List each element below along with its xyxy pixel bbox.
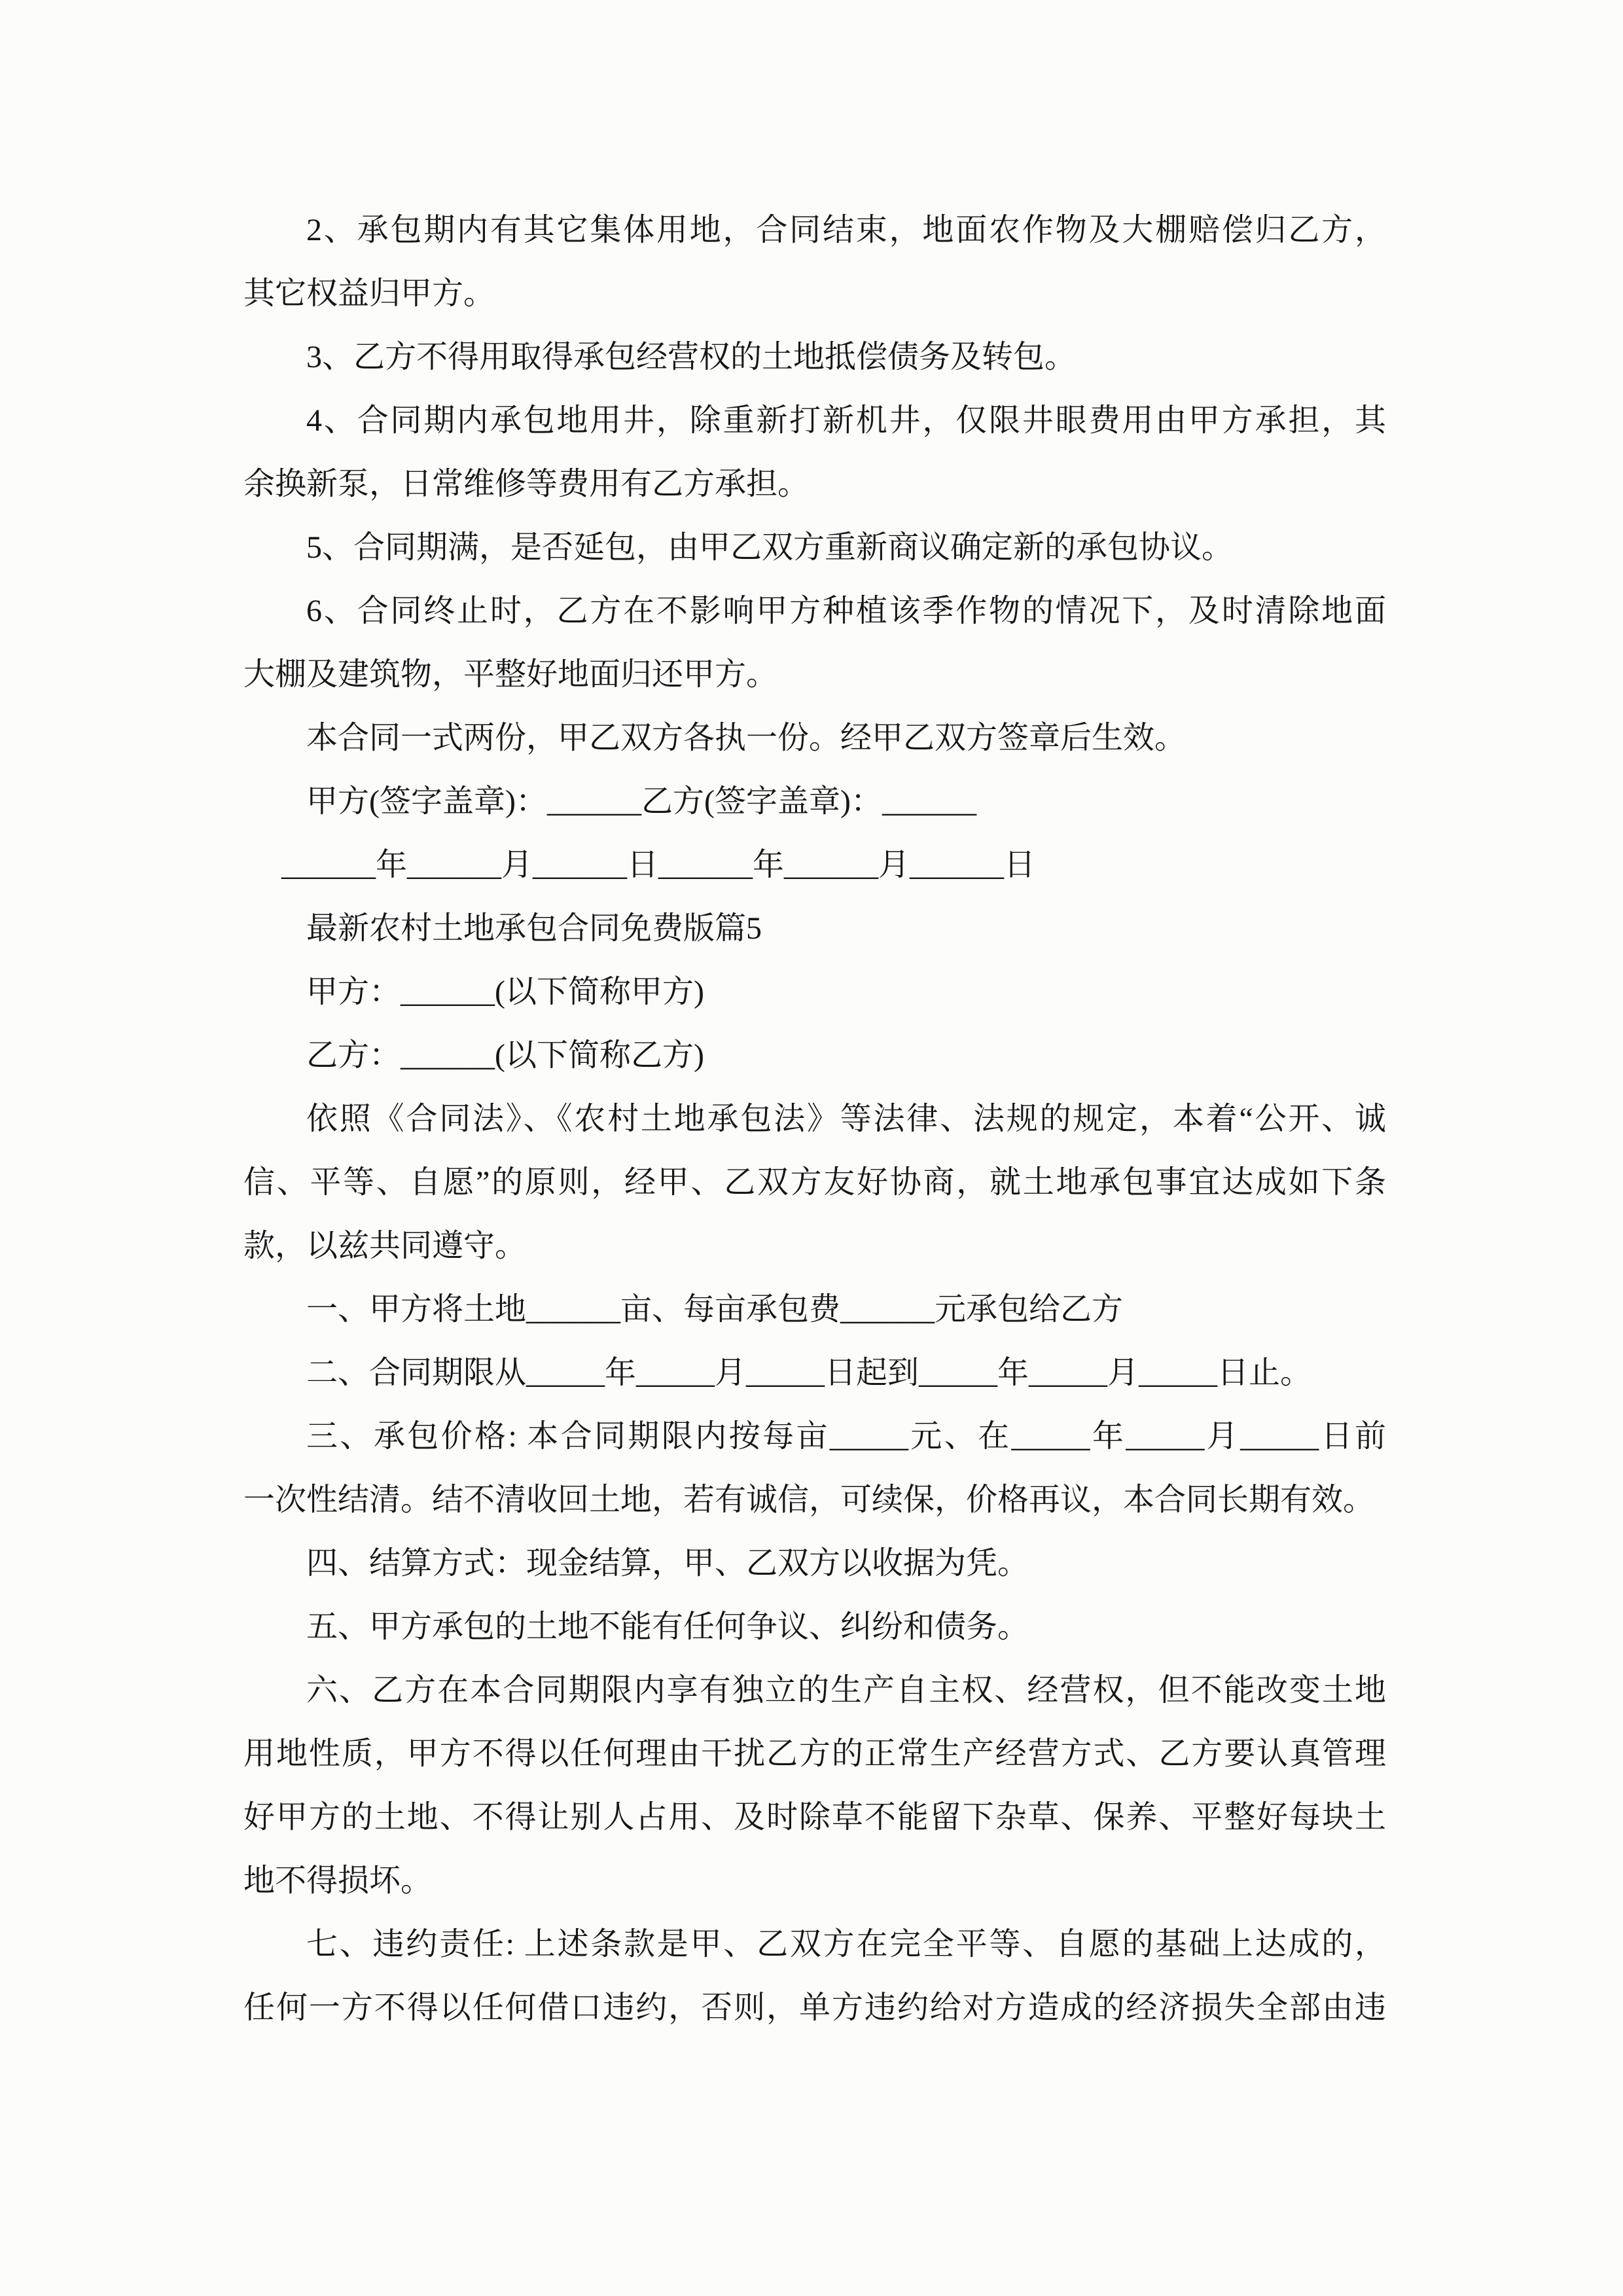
- text-line: 一、甲方将土地______亩、每亩承包费______元承包给乙方: [306, 1292, 1124, 1327]
- text-line: ______年______月______日______年______月______日: [281, 848, 1036, 882]
- text-line: 其它权益归甲方。: [243, 276, 495, 311]
- text-line: 四、结算方式：现金结算，甲、乙双方以收据为凭。: [306, 1546, 1029, 1581]
- text-line: 4、合同期内承包地用井，除重新打新机井，仅限井眼费用由甲方承担，其: [306, 403, 1386, 438]
- text-line: 用地性质，甲方不得以任何理由干扰乙方的正常生产经营方式、乙方要认真管理: [243, 1736, 1386, 1771]
- text-line: 任何一方不得以任何借口违约，否则，单方违约给对方造成的经济损失全部由违: [243, 1990, 1386, 2025]
- text-line: 6、合同终止时，乙方在不影响甲方种植该季作物的情况下，及时清除地面: [306, 594, 1386, 628]
- text-line: 3、乙方不得用取得承包经营权的土地抵偿债务及转包。: [306, 340, 1077, 374]
- text-line: 2、承包期内有其它集体用地，合同结束，地面农作物及大棚赔偿归乙方，: [306, 213, 1386, 247]
- text-line: 六、乙方在本合同期限内享有独立的生产自主权、经营权，但不能改变土地: [306, 1673, 1386, 1708]
- text-line: 五、甲方承包的土地不能有任何争议、纠纷和债务。: [306, 1609, 1029, 1644]
- text-line: 5、合同期满，是否延包，由甲乙双方重新商议确定新的承包协议。: [306, 530, 1234, 565]
- document-body: [243, 198, 1386, 2039]
- text-line: 二、合同期限从_____年_____月_____日起到_____年_____月_____日止。: [306, 1355, 1312, 1390]
- text-line: 一次性结清。结不清收回土地，若有诚信，可续保，价格再议，本合同长期有效。: [243, 1482, 1375, 1517]
- text-line: 信、平等、自愿”的原则，经甲、乙双方友好协商，就土地承包事宜达成如下条: [243, 1165, 1386, 1200]
- text-line: 乙方：______(以下简称乙方): [306, 1038, 704, 1073]
- text-line: 七、违约责任: 上述条款是甲、乙双方在完全平等、自愿的基础上达成的，: [306, 1927, 1386, 1962]
- text-line: 余换新泵，日常维修等费用有乙方承担。: [243, 467, 810, 501]
- text-line: 地不得损坏。: [243, 1863, 433, 1898]
- text-line: 好甲方的土地、不得让别人占用、及时除草不能留下杂草、保养、平整好每块土: [243, 1800, 1386, 1835]
- text-line: 甲方(签字盖章)：______乙方(签字盖章)：______: [306, 784, 976, 819]
- text-line: 款，以兹共同遵守。: [243, 1229, 527, 1263]
- text-line: 大棚及建筑物，平整好地面归还甲方。: [243, 657, 778, 692]
- text-line: 本合同一式两份，甲乙双方各执一份。经甲乙双方签章后生效。: [306, 721, 1186, 755]
- text-line: 三、承包价格: 本合同期限内按每亩_____元、在_____年_____月_____日前: [306, 1419, 1386, 1454]
- text-line: 依照《合同法》、《农村土地承包法》等法律、法规的规定，本着“公开、诚: [306, 1102, 1386, 1136]
- text-line: 甲方：______(以下简称甲方): [306, 975, 704, 1009]
- text-line: 最新农村土地承包合同免费版篇5: [306, 911, 762, 946]
